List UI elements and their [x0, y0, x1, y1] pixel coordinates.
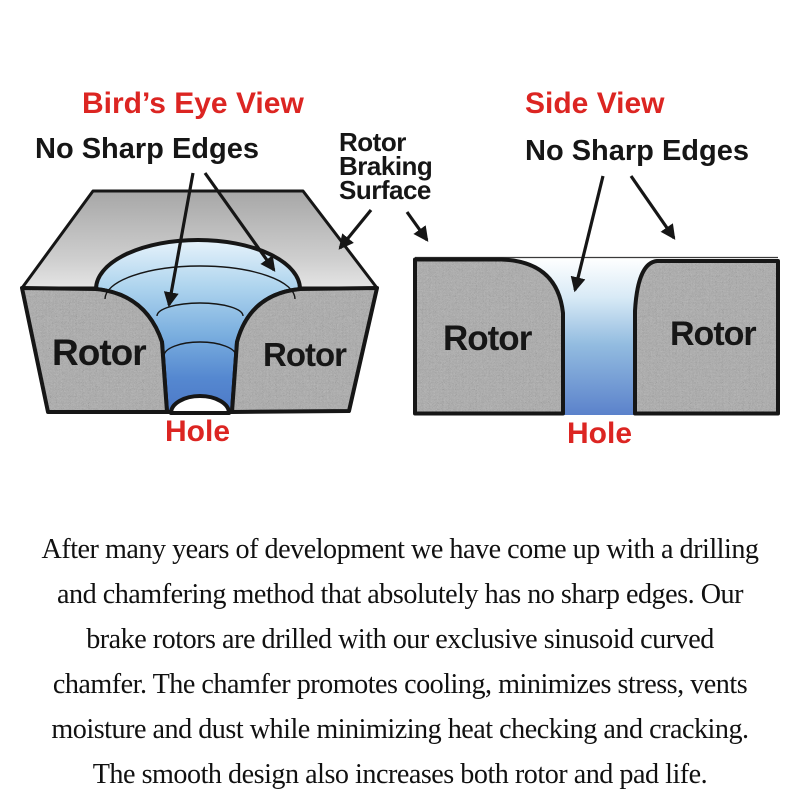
paragraph-line: and chamfering method that absolutely has no sharp edges. Our — [57, 578, 743, 610]
birdseye-title: Bird’s Eye View — [82, 87, 304, 120]
braking-line-3: Surface — [339, 175, 431, 205]
sideview-no-sharp-edges-label: No Sharp Edges — [525, 135, 749, 167]
paragraph-line: chamfer. The chamfer promotes cooling, minimizes stress, vents — [52, 668, 748, 700]
braking-line-1: Rotor — [339, 127, 406, 157]
paragraph-line: The smooth design also increases both rotor and pad life. — [92, 758, 708, 790]
arrow-braking-right — [407, 212, 427, 240]
arrow-nse-right-b — [631, 176, 674, 238]
birdseye-rotor-right-label: Rotor — [263, 336, 346, 373]
description-paragraph — [12, 527, 788, 797]
birdseye-hole-label: Hole — [165, 415, 231, 448]
paragraph-line: brake rotors are drilled with our exclusive sinusoid curved — [86, 623, 714, 655]
paragraph-line: After many years of development we have come up with a drilling — [41, 533, 759, 565]
birdseye-rotor-left-label: Rotor — [52, 332, 146, 373]
sideview-rotor-right-label: Rotor — [670, 315, 756, 353]
sideview-title: Side View — [525, 87, 665, 120]
sideview-hole-label: Hole — [567, 417, 633, 450]
paragraph-line: moisture and dust while minimizing heat checking and cracking. — [51, 713, 749, 745]
birdseye-no-sharp-edges-label: No Sharp Edges — [35, 133, 259, 165]
arrow-braking-left — [340, 210, 371, 248]
braking-line-2: Braking — [339, 151, 433, 181]
rotor-braking-surface-label — [339, 127, 433, 205]
sideview-rotor-left-label: Rotor — [443, 319, 532, 358]
